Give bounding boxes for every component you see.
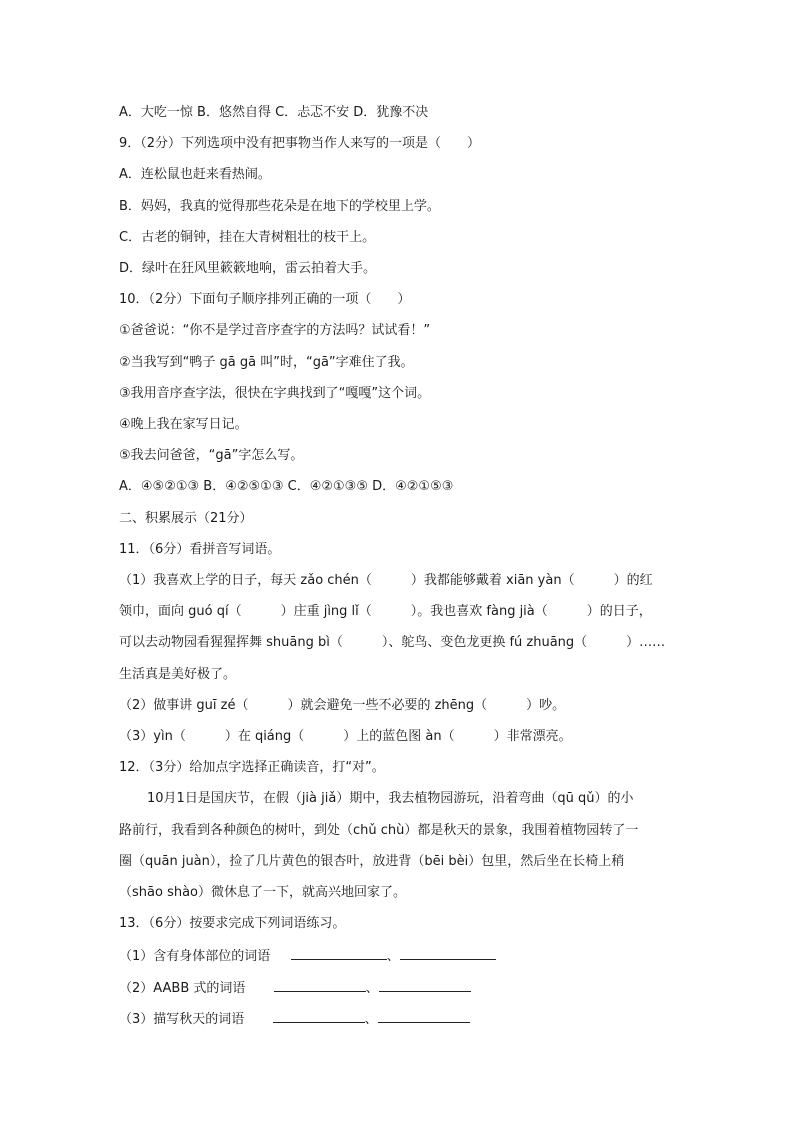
q8-options: A．大吃一惊 B．悠然自得 C．忐忑不安 D．犹豫不决 — [119, 105, 429, 120]
q13-stem: 13．（6分）按要求完成下列词语练习。 — [119, 916, 346, 931]
answer-blank[interactable] — [378, 1009, 470, 1023]
section-2-title: 二、积累展示（21分） — [119, 511, 253, 526]
q12-line-2: 路前行，我看到各种颜色的树叶，到处（chǔ chù）都是秋天的景象，我围着植物园转了一 — [119, 823, 639, 838]
q12-line-3: 圈（quān juàn），捡了几片黄色的银杏叶，放进背（bēi bèi）包里，然后坐在长椅上稍 — [119, 854, 625, 869]
q9-stem: 9．（2分）下列选项中没有把事物当作人来写的一项是（ ） — [119, 136, 481, 151]
q12-stem: 12．（3分）给加点字选择正确读音，打“对”。 — [119, 760, 385, 775]
q9-option-d: D．绿叶在狂风里簌簌地响，雷云拍着大手。 — [119, 261, 377, 276]
separator: 、 — [386, 949, 400, 964]
q11-line-3: 可以去动物园看猩猩挥舞 shuāng bì（ ）、鸵鸟、变色龙更换 fú zhuāng（ ）…… — [119, 635, 666, 650]
q10-stem: 10．（2分）下面句子顺序排列正确的一项（ ） — [119, 292, 411, 307]
q13-item-1 — [119, 946, 496, 966]
q12-line-4: （shāo shào）微休息了一下，就高兴地回家了。 — [119, 885, 406, 900]
separator: 、 — [365, 981, 379, 996]
q13-item-1-label: （1）含有身体部位的词语 — [119, 949, 271, 964]
answer-blank[interactable] — [400, 946, 496, 960]
q11-line-6: （3）yìn（ ）在 qiáng（ ）上的蓝色图 àn（ ）非常漂亮。 — [119, 729, 572, 744]
answer-blank[interactable] — [273, 1009, 365, 1023]
q13-item-2-label: （2）AABB 式的词语 — [119, 981, 246, 996]
q11-line-2: 领巾，面向 guó qí（ ）庄重 jìng lǐ（ ）。我也喜欢 fàng jià（ ）的日子， — [119, 604, 652, 619]
q10-sentence-4: ④晚上我在家写日记。 — [119, 417, 248, 432]
q10-options: A．④⑤②①③ B．④②⑤①③ C．④②①③⑤ D．④②①⑤③ — [119, 479, 454, 494]
q11-line-4: 生活真是美好极了。 — [119, 667, 237, 682]
q13-item-2 — [119, 978, 471, 998]
q10-sentence-3: ③我用音序查字法，很快在字典找到了“嘎嘎”这个词。 — [119, 386, 431, 401]
q9-option-b: B．妈妈，我真的觉得那些花朵是在地下的学校里上学。 — [119, 199, 440, 214]
q12-line-1: 10月1日是国庆节，在假（jià jiǎ）期中，我去植物园游玩，沿着弯曲（qū qǔ）的小 — [147, 791, 634, 806]
q9-option-a: A．连松鼠也赶来看热闹。 — [119, 167, 271, 182]
q13-item-3 — [119, 1009, 470, 1029]
answer-blank[interactable] — [379, 978, 471, 992]
separator: 、 — [364, 1012, 378, 1027]
q11-line-1: （1）我喜欢上学的日子，每天 zǎo chén（ ）我都能够戴着 xiān yàn（ ）的红 — [119, 573, 653, 588]
q11-stem: 11．（6分）看拼音写词语。 — [119, 542, 281, 557]
q10-sentence-1: ①爸爸说：“你不是学过音序查字的方法吗？试试看！” — [119, 323, 431, 338]
answer-blank[interactable] — [274, 978, 366, 992]
q9-option-c: C．古老的铜钟，挂在大青树粗壮的枝干上。 — [119, 230, 376, 245]
q13-item-3-label: （3）描写秋天的词语 — [119, 1012, 245, 1027]
q10-sentence-5: ⑤我去问爸爸，“gā”字怎么写。 — [119, 448, 304, 463]
q10-sentence-2: ②当我写到“鸭子 gā gā 叫”时，“gā”字难住了我。 — [119, 355, 414, 370]
q11-line-5: （2）做事讲 guī zé（ ）就会避免一些不必要的 zhēng（ ）吵。 — [119, 698, 566, 713]
answer-blank[interactable] — [291, 946, 387, 960]
